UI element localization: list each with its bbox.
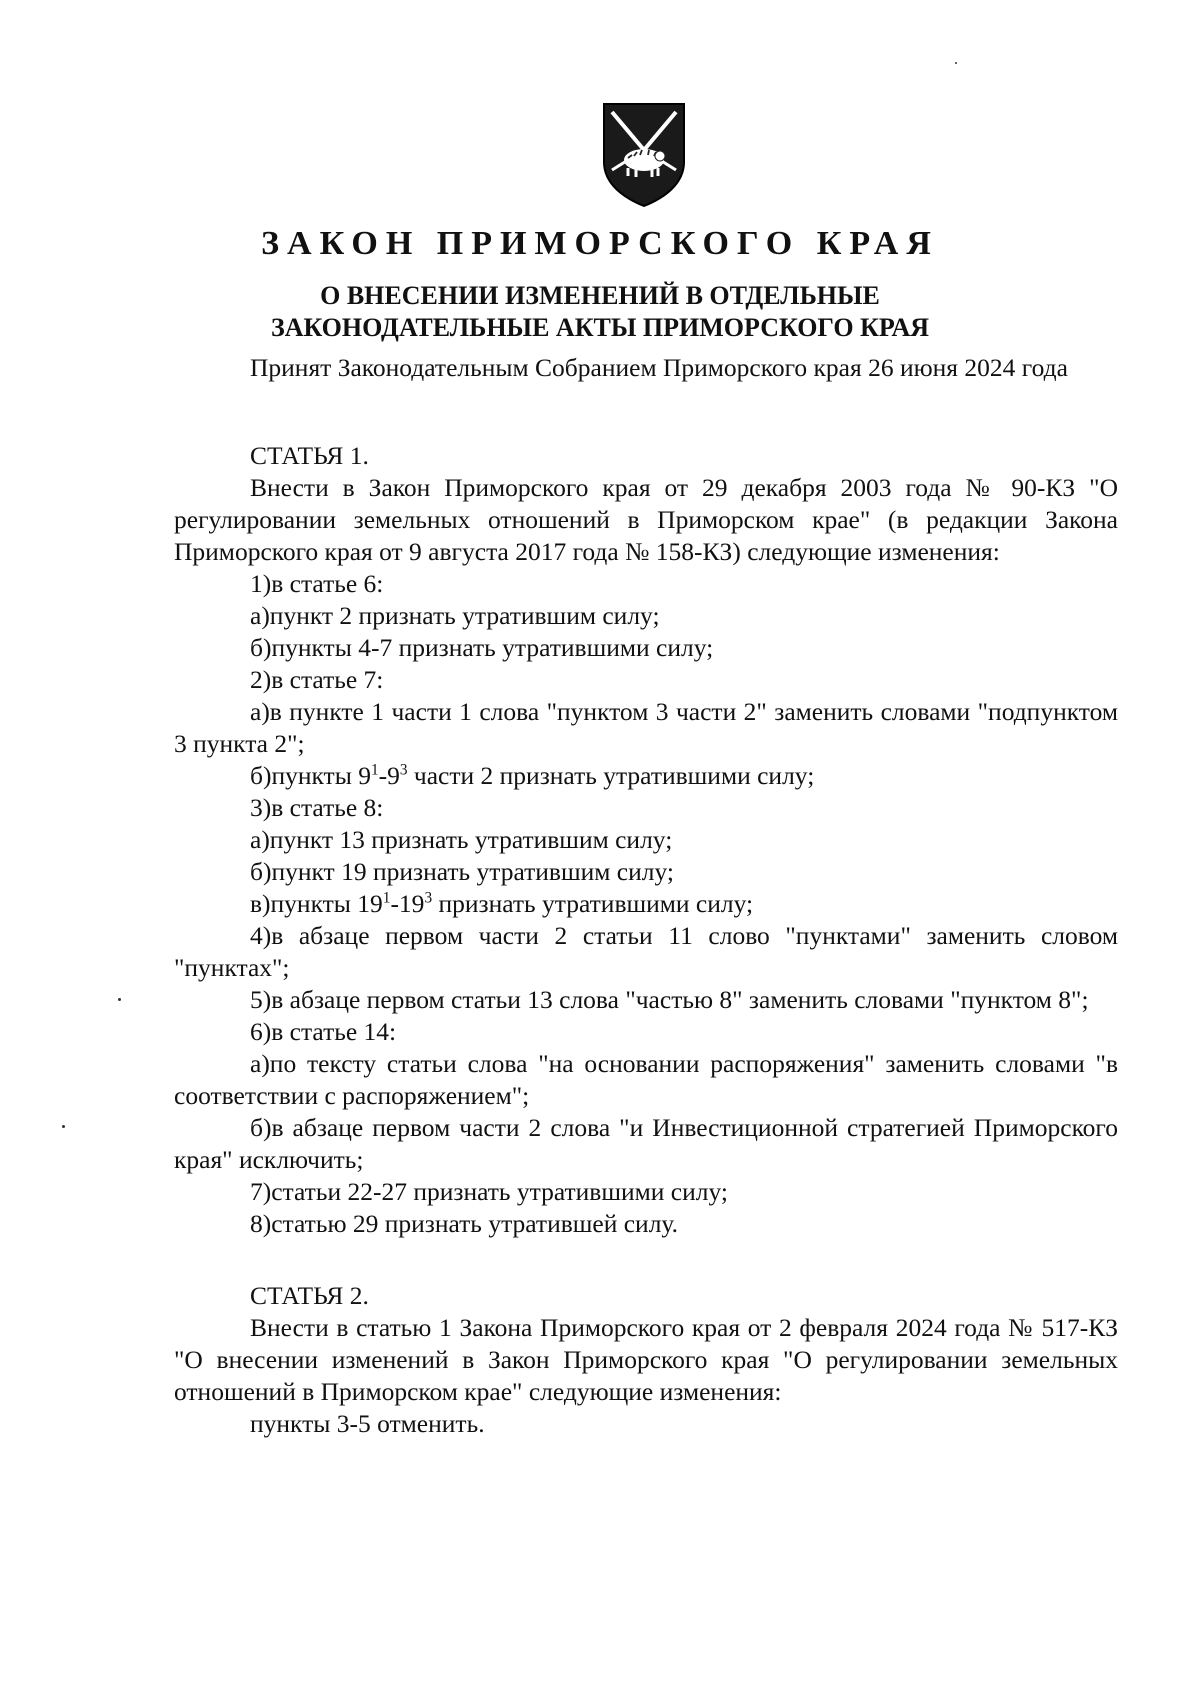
list-item: 6)в статье 14: bbox=[250, 1017, 397, 1046]
list-item: а)пункт 13 признать утратившим силу; bbox=[250, 825, 673, 854]
list-item: пункты 3-5 отменить. bbox=[250, 1409, 485, 1438]
item-text: части 2 признать утратившими силу; bbox=[407, 761, 815, 790]
list-item: 4)в абзаце первом части 2 статьи 11 слово "пунктами" заменить словом "пунктах"; bbox=[174, 921, 1118, 982]
list-item: 2)в статье 7: bbox=[250, 665, 384, 694]
list-item: 7)статьи 22-27 признать утратившими силу; bbox=[250, 1177, 728, 1206]
list-item: 8)статью 29 признать утратившей силу. bbox=[250, 1209, 678, 1238]
list-item: б)пункты 4-7 признать утратившими силу; bbox=[250, 633, 714, 662]
item-text: -9 bbox=[378, 761, 400, 790]
list-item: а)пункт 2 признать утратившим силу; bbox=[250, 601, 660, 630]
list-item: 5)в абзаце первом статьи 13 слова "частью 8" заменить словами "пунктом 8"; bbox=[250, 985, 1089, 1014]
article-2 bbox=[174, 1280, 1118, 1440]
item-text: б)пункты 9 bbox=[250, 761, 371, 790]
list-item: б)пункт 19 признать утратившим силу; bbox=[250, 857, 674, 886]
item-text: в)пункты 19 bbox=[250, 889, 383, 918]
article-1-intro: Внести в Закон Приморского края от 29 декабря 2003 года № 90-КЗ "О регулировании земельных отношений в Приморском крае" (в редакции Закона Приморского края от 9 августа 2017 года № 158-КЗ) следующие изменения: bbox=[174, 473, 1118, 566]
law-subtitle-line2: ЗАКОНОДАТЕЛЬНЫЕ АКТЫ ПРИМОРСКОГО КРАЯ bbox=[270, 313, 930, 342]
law-subtitle-line1: О ВНЕСЕНИИ ИЗМЕНЕНИЙ В ОТДЕЛЬНЫЕ bbox=[320, 281, 880, 310]
adoption-block bbox=[174, 352, 1118, 384]
list-item: б)в абзаце первом части 2 слова "и Инвестиционной стратегией Приморского края" исключить; bbox=[174, 1113, 1118, 1174]
article-2-intro: Внести в статью 1 Закона Приморского края от 2 февраля 2024 года № 517-КЗ "О внесении изменений в Закон Приморского края "О регулировании земельных отношений в Приморском крае" следующие изменения: bbox=[174, 1313, 1118, 1406]
list-item: а)в пункте 1 части 1 слова "пунктом 3 части 2" заменить словами "подпунктом 3 пункта 2"; bbox=[174, 697, 1118, 758]
law-title: ЗАКОН ПРИМОРСКОГО КРАЯ bbox=[261, 225, 939, 262]
list-item: 3)в статье 8: bbox=[250, 793, 384, 822]
law-subtitle bbox=[0, 280, 1200, 344]
scan-speck bbox=[118, 998, 121, 1001]
list-item bbox=[174, 760, 1118, 792]
superscript: 1 bbox=[370, 761, 379, 779]
adoption-note: Принят Законодательным Собранием Приморского края 26 июня 2024 года bbox=[250, 353, 1068, 382]
item-text: -19 bbox=[390, 889, 425, 918]
superscript: 3 bbox=[424, 889, 433, 907]
article-2-heading: СТАТЬЯ 2. bbox=[250, 1281, 369, 1310]
coat-of-arms-icon bbox=[598, 100, 690, 208]
list-item: 1)в статье 6: bbox=[250, 569, 384, 598]
superscript: 3 bbox=[399, 761, 408, 779]
item-text: признать утратившими силу; bbox=[432, 889, 754, 918]
superscript: 1 bbox=[382, 889, 391, 907]
article-1-heading: СТАТЬЯ 1. bbox=[250, 441, 369, 470]
scan-speck bbox=[955, 62, 957, 64]
list-item: а)по тексту статьи слова "на основании распоряжения" заменить словами "в соответствии с распоряжением"; bbox=[174, 1049, 1118, 1110]
article-1 bbox=[174, 440, 1118, 1240]
list-item bbox=[174, 888, 1118, 920]
scan-speck bbox=[62, 1125, 65, 1128]
